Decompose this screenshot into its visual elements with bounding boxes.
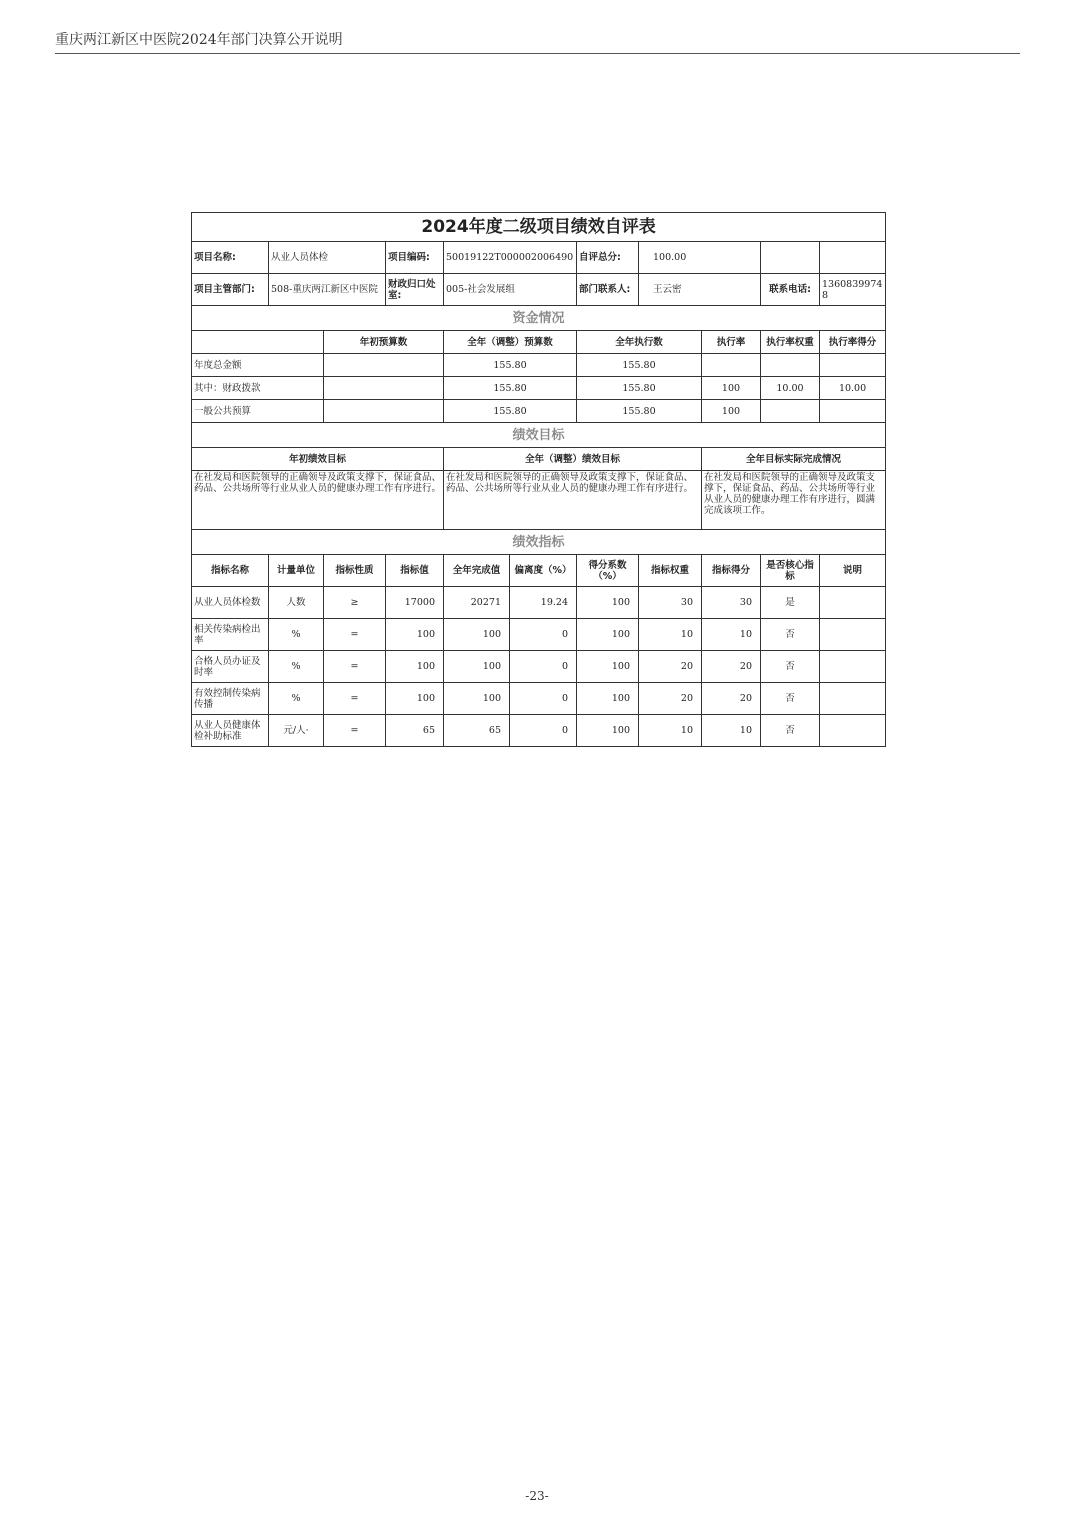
table-row [192,683,886,715]
indicator-target: 65 [386,715,444,747]
indicator-core-flag: 是 [761,587,820,619]
indicator-coefficient: 100 [577,587,639,619]
funds-row-label: 其中：财政拨款 [192,377,324,400]
funds-cell: 100 [702,377,761,400]
empty-cell [820,242,886,274]
indicator-unit: % [269,651,324,683]
phone-value: 13608399748 [820,274,886,306]
indicator-nature: = [324,715,386,747]
funds-header-cell: 全年（调整）预算数 [444,331,577,354]
funds-cell: 155.80 [577,400,702,423]
self-score-label: 自评总分: [577,242,639,274]
table-row [192,354,886,377]
table-row [192,400,886,423]
indicator-actual: 65 [444,715,510,747]
funds-header-cell: 年初预算数 [324,331,444,354]
finance-office-value: 005-社会发展组 [444,274,577,306]
indicators-section-title: 绩效指标 [192,530,886,555]
indicator-target: 100 [386,683,444,715]
indicator-target: 17000 [386,587,444,619]
indicator-unit: 人数 [269,587,324,619]
phone-label: 联系电话: [761,274,820,306]
indicator-header-cell: 指标值 [386,555,444,587]
indicator-deviation: 0 [510,619,577,651]
page-number: -23- [525,1489,549,1503]
indicator-nature: = [324,683,386,715]
project-name-value: 从业人员体检 [269,242,386,274]
indicator-score: 20 [702,683,761,715]
funds-cell [324,354,444,377]
indicator-coefficient: 100 [577,651,639,683]
funds-header-cell: 执行率权重 [761,331,820,354]
indicator-header-cell: 全年完成值 [444,555,510,587]
project-code-value: 50019122T000002006490 [444,242,577,274]
indicator-actual: 100 [444,619,510,651]
funds-cell: 155.80 [444,400,577,423]
indicator-weight: 30 [639,587,702,619]
indicator-unit: 元/人· [269,715,324,747]
indicator-nature: ≥ [324,587,386,619]
indicator-weight: 10 [639,619,702,651]
performance-evaluation-table [191,212,886,747]
project-name-label: 项目名称: [192,242,269,274]
indicator-target: 100 [386,619,444,651]
indicator-deviation: 0 [510,683,577,715]
indicator-coefficient: 100 [577,683,639,715]
indicator-name: 合格人员办证及时率 [192,651,269,683]
indicator-unit: % [269,683,324,715]
indicator-deviation: 19.24 [510,587,577,619]
dept-label: 项目主管部门: [192,274,269,306]
table-row [192,587,886,619]
table-row [192,715,886,747]
indicator-unit: % [269,619,324,651]
funds-cell [820,354,886,377]
funds-cell: 155.80 [577,377,702,400]
indicator-nature: = [324,619,386,651]
indicator-header-cell: 是否核心指标 [761,555,820,587]
actual-completion-text: 在社发局和医院领导的正确领导及政策支撑下，保证食品、药品、公共场所等行业从业人员的健康办理工作有序进行，圆满完成该项工作。 [702,471,886,530]
funds-header-cell: 执行率 [702,331,761,354]
indicator-core-flag: 否 [761,619,820,651]
funds-cell: 10.00 [761,377,820,400]
indicator-nature: = [324,651,386,683]
form-title: 2024年度二级项目绩效自评表 [192,213,886,242]
funds-header-cell [192,331,324,354]
indicator-score: 10 [702,619,761,651]
table-row [192,619,886,651]
header-rule [55,53,1020,54]
indicator-core-flag: 否 [761,683,820,715]
funds-cell: 100 [702,400,761,423]
indicator-actual: 100 [444,683,510,715]
finance-office-label: 财政归口处室: [386,274,444,306]
indicator-actual: 100 [444,651,510,683]
indicator-core-flag: 否 [761,715,820,747]
goals-header-cell: 年初绩效目标 [192,448,444,471]
funds-cell [820,400,886,423]
indicator-name: 从业人员体检数 [192,587,269,619]
empty-cell [761,242,820,274]
funds-row-label: 一般公共预算 [192,400,324,423]
indicator-weight: 10 [639,715,702,747]
funds-header-cell: 执行率得分 [820,331,886,354]
indicator-name: 有效控制传染病传播 [192,683,269,715]
indicator-header-cell: 得分系数（%） [577,555,639,587]
indicator-deviation: 0 [510,715,577,747]
indicator-header-cell: 指标性质 [324,555,386,587]
funds-row-label: 年度总金额 [192,354,324,377]
indicator-weight: 20 [639,683,702,715]
funds-cell: 155.80 [444,354,577,377]
indicator-target: 100 [386,651,444,683]
indicator-weight: 20 [639,651,702,683]
indicator-header-cell: 指标名称 [192,555,269,587]
funds-cell [761,400,820,423]
adjusted-goal-text: 在社发局和医院领导的正确领导及政策支撑下，保证食品、药品、公共场所等行业从业人员的健康办理工作有序进行。 [444,471,702,530]
funds-cell [324,377,444,400]
funds-cell: 10.00 [820,377,886,400]
contact-label: 部门联系人: [577,274,639,306]
indicator-note [820,683,886,715]
dept-value: 508-重庆两江新区中医院 [269,274,386,306]
page-header: 重庆两江新区中医院2024年部门决算公开说明 [55,32,343,48]
indicator-deviation: 0 [510,651,577,683]
funds-header-cell: 全年执行数 [577,331,702,354]
project-code-label: 项目编码: [386,242,444,274]
goals-header-cell: 全年（调整）绩效目标 [444,448,702,471]
funds-cell [324,400,444,423]
indicator-core-flag: 否 [761,651,820,683]
goals-header-cell: 全年目标实际完成情况 [702,448,886,471]
indicator-header-cell: 指标得分 [702,555,761,587]
indicator-score: 20 [702,651,761,683]
funds-cell [702,354,761,377]
indicator-actual: 20271 [444,587,510,619]
indicator-header-cell: 指标权重 [639,555,702,587]
initial-goal-text: 在社发局和医院领导的正确领导及政策支撑下，保证食品、药品、公共场所等行业从业人员的健康办理工作有序进行。 [192,471,444,530]
contact-value: 王云密 [639,274,761,306]
indicator-name: 从业人员健康体检补助标准 [192,715,269,747]
self-score-value: 100.00 [639,242,761,274]
indicator-header-cell: 偏离度（%） [510,555,577,587]
indicator-header-cell: 说明 [820,555,886,587]
table-row [192,651,886,683]
funds-cell [761,354,820,377]
funds-cell: 155.80 [444,377,577,400]
indicator-name: 相关传染病检出率 [192,619,269,651]
indicator-note [820,587,886,619]
indicator-note [820,651,886,683]
goals-section-title: 绩效目标 [192,423,886,448]
funds-cell: 155.80 [577,354,702,377]
indicator-score: 10 [702,715,761,747]
indicator-header-cell: 计量单位 [269,555,324,587]
indicator-note [820,619,886,651]
funds-section-title: 资金情况 [192,306,886,331]
indicator-coefficient: 100 [577,715,639,747]
indicator-score: 30 [702,587,761,619]
indicator-note [820,715,886,747]
indicator-coefficient: 100 [577,619,639,651]
table-row [192,377,886,400]
